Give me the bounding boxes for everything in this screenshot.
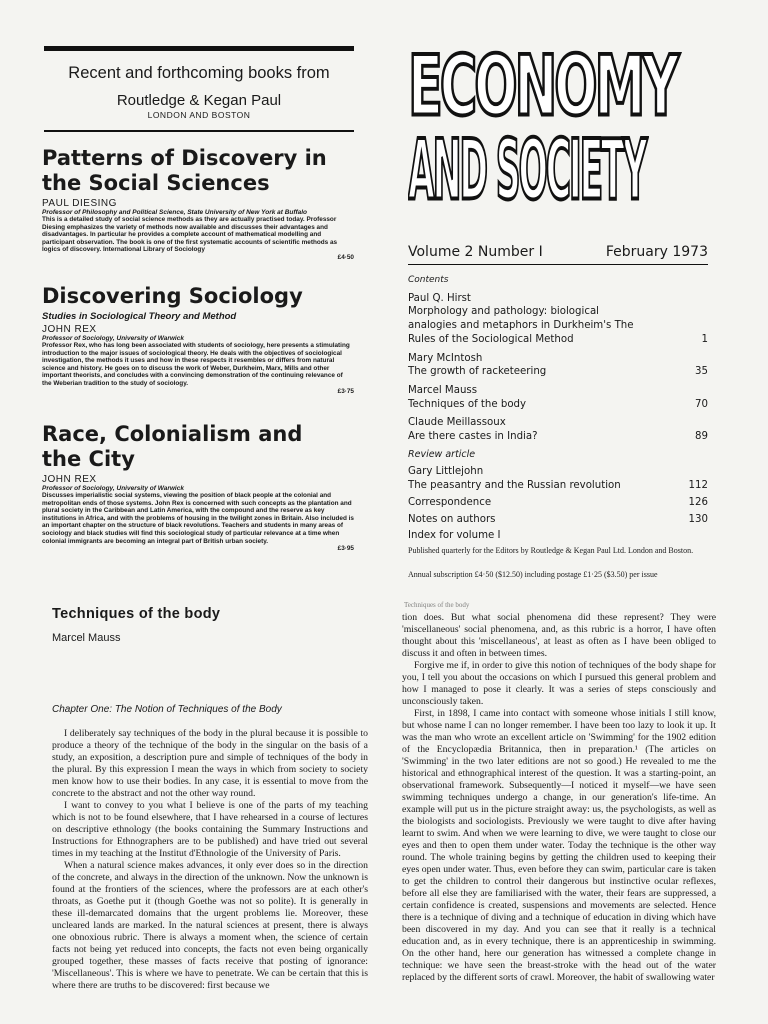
- book-author: JOHN REX: [42, 474, 97, 485]
- paragraph: Forgive me if, in order to give this notion of techniques of the body shape for you, I tell you about the occasions on which I pursued this general problem and how I managed to pose it clearly. It was a series of steps consciously and unconsciously taken.: [402, 660, 716, 707]
- contents-rule: [408, 264, 708, 265]
- masthead-line-1: ECONOMY: [408, 48, 677, 136]
- toc-entry[interactable]: [408, 430, 708, 444]
- toc-title: Are there castes in India?: [408, 431, 538, 443]
- subscription-note: Annual subscription £4·50 ($12.50) including postage £1·25 ($3.50) per issue: [408, 570, 658, 579]
- running-head: Techniques of the body: [404, 601, 470, 609]
- ad-divider: [44, 130, 354, 132]
- toc-entry[interactable]: [408, 398, 708, 412]
- book-2: [42, 284, 354, 395]
- chapter-heading: Chapter One: The Notion of Techniques of the Body: [52, 704, 282, 715]
- toc-page: 70: [695, 398, 708, 410]
- book-price: £3·95: [337, 545, 354, 553]
- toc-entry[interactable]: [408, 365, 708, 379]
- article-title: Techniques of the body: [52, 606, 221, 622]
- ad-cities: LONDON AND BOSTON: [147, 110, 251, 120]
- toc-entry[interactable]: [408, 513, 708, 527]
- article-body-left: [52, 728, 368, 1024]
- masthead-line-2: AND SOCIETY: [408, 122, 646, 220]
- book-description: This is a detailed study of social science methods as they are actually practised today. Professor Diesing emphasizes the variety of methods now available and discusses their advantages and disadvantages. In particular he provides a complete account of mathematical modelling and participant observation. The book is one of the first systematic accounts of scientific methods as logics of discovery. International Library of Sociology: [42, 216, 338, 254]
- contents-label: Contents: [408, 275, 449, 285]
- toc-title: Morphology and pathology: biological analogies and metaphors in Durkheim's The Rules of the Sociological Method: [408, 306, 634, 345]
- journal-masthead: [408, 48, 708, 234]
- toc-page: 112: [688, 480, 708, 492]
- article-body-right: [402, 612, 716, 1024]
- toc-title: The peasantry and the Russian revolution: [408, 480, 621, 492]
- toc-author: Mary McIntosh: [408, 352, 483, 364]
- toc-page: 89: [695, 431, 708, 443]
- toc-entry[interactable]: [408, 529, 708, 543]
- paragraph: I want to convey to you what I believe is one of the parts of my teaching which is not to be found elsewhere, that I have rehearsed in a course of lectures on descriptive ethnology (the books containing the Summary Instructions and Instructions for Ethnographers are to be published) and have tried out several times in my teaching at the Institut d'Ethnologie of the University of Paris.: [52, 800, 368, 859]
- ad-intro: Recent and forthcoming books from: [68, 64, 330, 82]
- book-subtitle: Studies in Sociological Theory and Method: [42, 311, 237, 322]
- toc-title: The growth of racketeering: [408, 366, 547, 378]
- toc-author: Gary Littlejohn: [408, 466, 484, 478]
- paragraph: When a natural science makes advances, it only ever does so in the direction of the concrete, and always in the direction of the unknown. Now the unknown is found at the frontiers of the sciences, where the professors are at each other's throats, as Goethe put it (though Goethe was not so polite). It is generally in these ill-demarcated domains that the urgent problems lie. Moreover, these uncleared lands are marked. In the natural sciences at present, there is always one obnoxious rubric. There is always a moment when, the science of certain facts not being yet reduced into concepts, the facts not even being organically grouped together, these masses of facts receive that posting of ignorance: 'Miscellaneous'. This is where we have to penetrate. We can be certain that this is where there are truths to be discovered: first because we: [52, 860, 368, 991]
- book-affiliation: Professor of Sociology, University of Warwick: [42, 335, 184, 342]
- toc-page: 35: [695, 366, 708, 378]
- article-author: Marcel Mauss: [52, 632, 121, 644]
- book-3: [42, 422, 354, 552]
- book-title: Patterns of Discovery in the Social Sciences: [42, 146, 327, 195]
- book-affiliation: Professor of Sociology, University of Warwick: [42, 485, 184, 492]
- book-title: Discovering Sociology: [42, 284, 303, 308]
- volume-line: [408, 244, 708, 260]
- book-author: PAUL DIESING: [42, 198, 117, 209]
- book-affiliation: Professor of Philosophy and Political Science, State University of New York at Buffalo: [42, 209, 308, 216]
- paragraph: tion does. But what social phenomena did these represent? They were 'miscellaneous' social phenomena, and, as this rubric is a horror, I have often thought about this 'miscellaneous', at least as often as I have been obliged to discuss it and often in between times.: [402, 612, 716, 659]
- issue-date: February 1973: [605, 244, 708, 260]
- book-price: £3·75: [337, 387, 354, 395]
- top-rule: [44, 46, 354, 51]
- toc-title: Notes on authors: [408, 513, 496, 525]
- table-of-contents: [408, 274, 708, 543]
- paragraph: I deliberately say techniques of the body in the plural because it is possible to produce a theory of the technique of the body in the singular on the basis of a study, an exposition, a description pure and simple of techniques of the body in the plural. By this expression I mean the ways in which from society to society men know how to use their bodies. In any case, it is essential to move from the concrete to the abstract and not the other way round.: [52, 728, 368, 799]
- toc-author: Paul Q. Hirst: [408, 292, 471, 304]
- toc-title: Correspondence: [408, 496, 492, 508]
- book-description: Discusses imperialistic social systems, viewing the position of black people at the colonial and metropolitan ends of those systems. John Rex is concerned with such concepts as the plantation and plural society in the Caribbean and Latin America, with the compound and the reserve as key institutions in Africa, and with the problems of housing in the twilight zones in Britain. Also included is an important chapter on the structure of black revolutions. Teachers and students in many areas of sociology and black studies will find this sociological study of particular relevance at a time when colonial immigrants are becoming an integral part of British urban society.: [42, 492, 354, 545]
- publication-note: Published quarterly for the Editors by Routledge & Kegan Paul Ltd. London and Boston.: [408, 546, 694, 555]
- ad-publisher: Routledge & Kegan Paul: [116, 92, 282, 109]
- toc-title: Index for volume I: [408, 530, 501, 542]
- toc-author: Marcel Mauss: [408, 384, 478, 396]
- toc-entry[interactable]: [408, 305, 708, 346]
- book-author: JOHN REX: [42, 324, 97, 335]
- review-label: Review article: [408, 448, 476, 460]
- toc-author: Claude Meillassoux: [408, 417, 506, 429]
- book-title: Race, Colonialism and the City: [42, 422, 303, 471]
- volume-number: Volume 2 Number I: [408, 244, 543, 260]
- toc-title: Techniques of the body: [408, 398, 527, 410]
- toc-page: 126: [688, 496, 708, 508]
- toc-entry[interactable]: [408, 479, 708, 493]
- toc-entry[interactable]: [408, 496, 708, 510]
- book-price: £4·50: [337, 253, 354, 261]
- toc-page: 130: [688, 513, 708, 525]
- paragraph: First, in 1898, I came into contact with someone whose initials I still know, but whose name I can no longer remember. I have been too lazy to look it up. It was the man who wrote an excellent article on 'Swimming' for the 1902 edition of the Encyclopædia Britannica, then in preparation.¹ (The articles on 'Swimming' in the two later editions are not so good.) He revealed to me the historical and ethnographical interest of the question. It was a starting-point, an observational framework. Subsequently—I noticed it myself—we have seen swimming techniques undergo a change, in our generation's life-time. An example will put us in the picture straight away: us, the psychologists, as well as the biologists and sociologists. Previously we were taught to dive after having learnt to swim. And when we were learning to dive, we were taught to close our eyes and then to open them under water. Today the technique is the other way round. The whole training begins by getting the children used to keeping their eyes open under water. Thus, even before they can swim, particular care is taken to get the children to control their dangerous but instinctive ocular reflexes, before all else they are familiarised with the water, their fears are suppressed, a certain confidence is created, suspensions and movements are selected. Hence there is a technique of diving and a technique of education in diving which have been discovered in my day. And you can see that it really is a technical education and, as in every technique, there is an apprenticeship in swimming. On the other hand, here our generation has witnessed a complete change in technique: we have seen the breast-stroke with the head out of the water replaced by the different sorts of crawl. Moreover, the habit of swallowing water: [402, 708, 716, 983]
- book-description: Professor Rex, who has long been associated with students of sociology, here presents a stimulating introduction to the major issues of sociological theory. He deals with the objectives of sociological investigation, the methods it uses and how in these respects it resembles or differs from natural science and history. He goes on to discuss the work of Weber, Durkheim, Marx, Mills and other important theorists, and concludes with a convincing demonstration of the continuing relevance of the Weberian tradition to the study of sociology.: [42, 342, 350, 387]
- book-1: [42, 146, 354, 261]
- toc-page: 1: [701, 333, 708, 345]
